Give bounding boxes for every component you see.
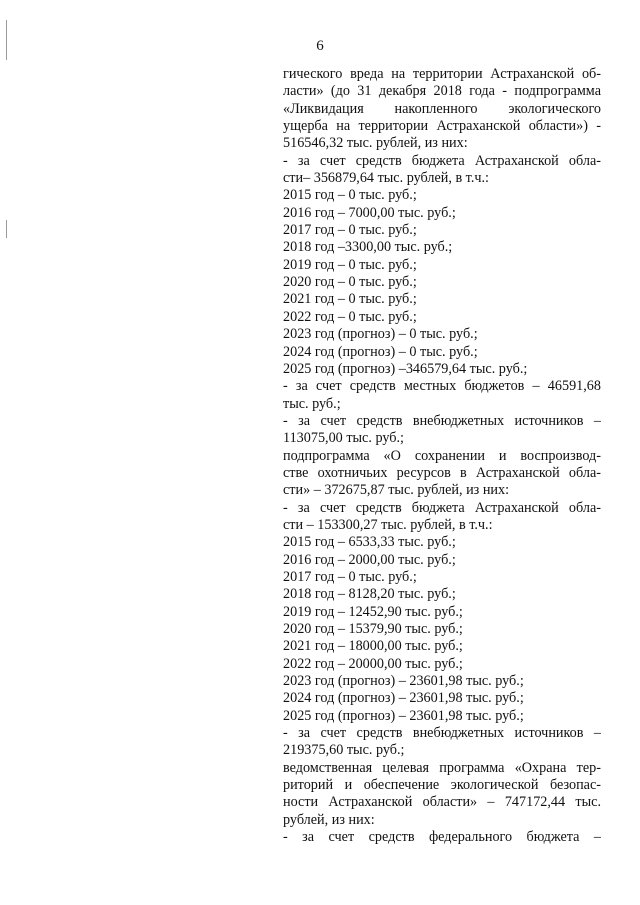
text-line: подпрограмма «О сохранении и воспроизвод- — [283, 447, 601, 464]
text-line: 2023 год (прогноз) – 23601,98 тыс. руб.; — [283, 673, 524, 690]
text-line: 2016 год – 2000,00 тыс. руб.; — [283, 551, 456, 568]
text-line: 2023 год (прогноз) – 0 тыс. руб.; — [283, 326, 478, 343]
text-line: 2015 год – 0 тыс. руб.; — [283, 187, 417, 204]
text-line: 2024 год (прогноз) – 0 тыс. руб.; — [283, 343, 478, 360]
text-line: ласти» (до 31 декабря 2018 года - подпрограмма — [283, 83, 601, 100]
text-line: сти– 356879,64 тыс. рублей, в т.ч.: — [283, 170, 489, 187]
text-line: 2022 год – 20000,00 тыс. руб.; — [283, 655, 463, 672]
text-line: ущерба на территории Астраханской области») - — [283, 118, 601, 135]
text-line: стве охотничьих ресурсов в Астраханской обла- — [283, 464, 601, 481]
text-line: - за счет средств внебюджетных источников – — [283, 412, 601, 429]
text-line: - за счет средств внебюджетных источников – — [283, 725, 601, 742]
text-line: тыс. руб.; — [283, 395, 341, 412]
text-line: 2019 год – 12452,90 тыс. руб.; — [283, 603, 463, 620]
text-line: - за счет средств бюджета Астраханской обла- — [283, 152, 601, 169]
text-line: 2021 год – 0 тыс. руб.; — [283, 291, 417, 308]
text-line: 219375,60 тыс. руб.; — [283, 742, 405, 759]
text-line: 2020 год – 0 тыс. руб.; — [283, 274, 417, 291]
text-line: «Ликвидация накопленного экологического — [283, 100, 601, 117]
text-line: ности Астраханской области» – 747172,44 тыс. — [283, 794, 601, 811]
text-line: 2019 год – 0 тыс. руб.; — [283, 256, 417, 273]
text-line: 2021 год – 18000,00 тыс. руб.; — [283, 638, 463, 655]
text-line: 2018 год –3300,00 тыс. руб.; — [283, 239, 453, 256]
text-line: 2017 год – 0 тыс. руб.; — [283, 568, 417, 585]
document-text-block — [283, 66, 601, 846]
text-line: сти – 153300,27 тыс. рублей, в т.ч.: — [283, 516, 493, 533]
text-line: гического вреда на территории Астраханской об- — [283, 66, 601, 82]
text-line: ведомственная целевая программа «Охрана тер- — [283, 759, 601, 776]
text-line: - за счет средств местных бюджетов – 46591,68 — [283, 378, 601, 395]
text-line: риторий и обеспечение экологической безопас- — [283, 777, 601, 794]
text-line: рублей, из них: — [283, 811, 375, 828]
text-line: 2016 год – 7000,00 тыс. руб.; — [283, 204, 456, 221]
text-line: 2020 год – 15379,90 тыс. руб.; — [283, 621, 463, 637]
text-line: 2018 год – 8128,20 тыс. руб.; — [283, 586, 456, 603]
text-line: сти» – 372675,87 тыс. рублей, из них: — [283, 482, 510, 499]
text-line: 2025 год (прогноз) –346579,64 тыс. руб.; — [283, 360, 528, 377]
page-number: 6 — [316, 38, 324, 54]
text-line: 2015 год – 6533,33 тыс. руб.; — [283, 534, 456, 551]
text-line: 2022 год – 0 тыс. руб.; — [283, 308, 417, 325]
text-line: 113075,00 тыс. руб.; — [283, 430, 404, 447]
text-line: - за счет средств бюджета Астраханской обла- — [283, 499, 601, 516]
text-line: 516546,32 тыс. рублей, из них: — [283, 135, 468, 152]
text-line: 2025 год (прогноз) – 23601,98 тыс. руб.; — [283, 707, 524, 724]
scan-edge-mark-middle — [6, 220, 7, 238]
text-line: 2024 год (прогноз) – 23601,98 тыс. руб.; — [283, 690, 524, 707]
text-line: - за счет средств федерального бюджета – — [283, 829, 601, 846]
text-line: 2017 год – 0 тыс. руб.; — [283, 222, 417, 239]
